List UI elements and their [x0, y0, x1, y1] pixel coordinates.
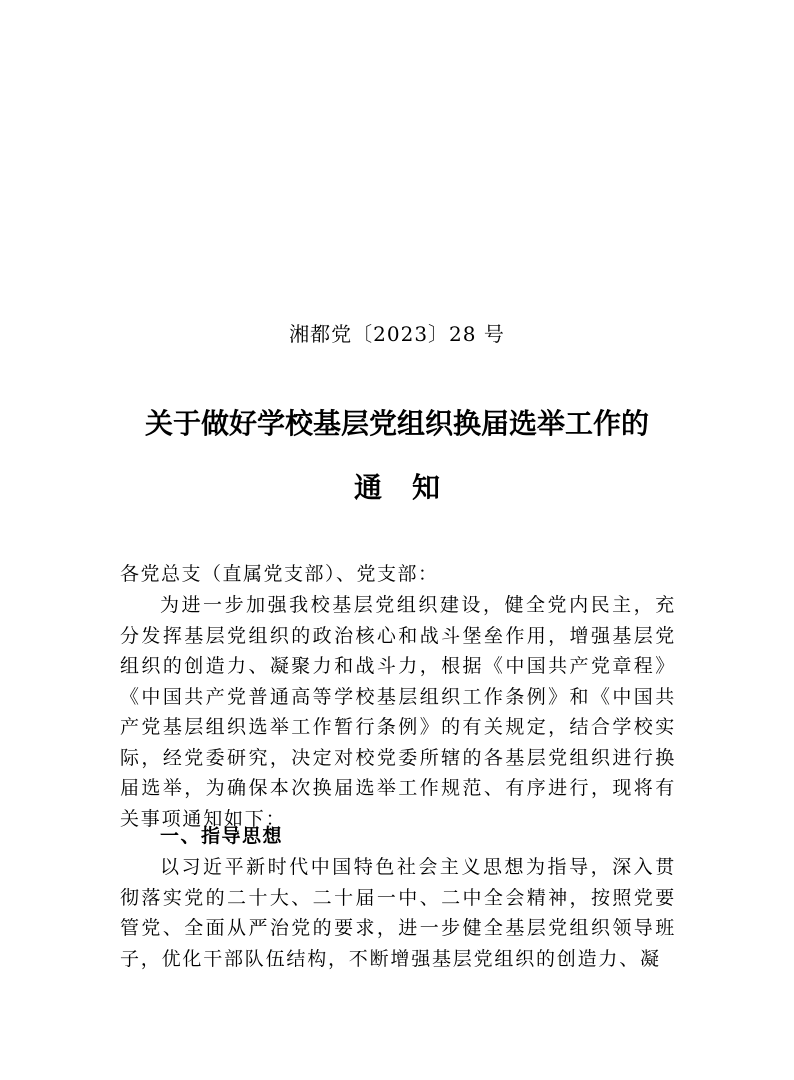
document-number: 湘都党〔2023〕28 号 — [289, 322, 505, 346]
salutation: 各党总支（直属党支部）、党支部： — [120, 563, 439, 585]
document-title-line-2: 通知 — [353, 471, 470, 504]
document-title-line-1: 关于做好学校基层党组织换届选举工作的 — [144, 407, 649, 440]
paragraph-intro: 为进一步加强我校基层党组织建设，健全党内民主，充分发挥基层党组织的政治核心和战斗堡垒作用，增强基层党组织的创造力、凝聚力和战斗力，根据《中国共产党章程》《中国共产党普通高等学校基层组织工作条例》和《中国共产党基层组织选举工作暂行条例》的有关规定，结合学校实际，经党委研究，决定对校党委所辖的各基层党组织进行换届选举，为确保本次换届选举工作规范、有序进行，现将有关事项通知如下： — [120, 594, 676, 830]
section-heading-guiding-ideology: 一、指导思想 — [160, 825, 284, 847]
paragraph-guiding-ideology: 以习近平新时代中国特色社会主义思想为指导，深入贯彻落实党的二十大、二十届一中、二中全会精神，按照党要管党、全面从严治党的要求，进一步健全基层党组织领导班子，优化干部队伍结构，不断增强基层党组织的创造力、凝 — [120, 856, 676, 970]
